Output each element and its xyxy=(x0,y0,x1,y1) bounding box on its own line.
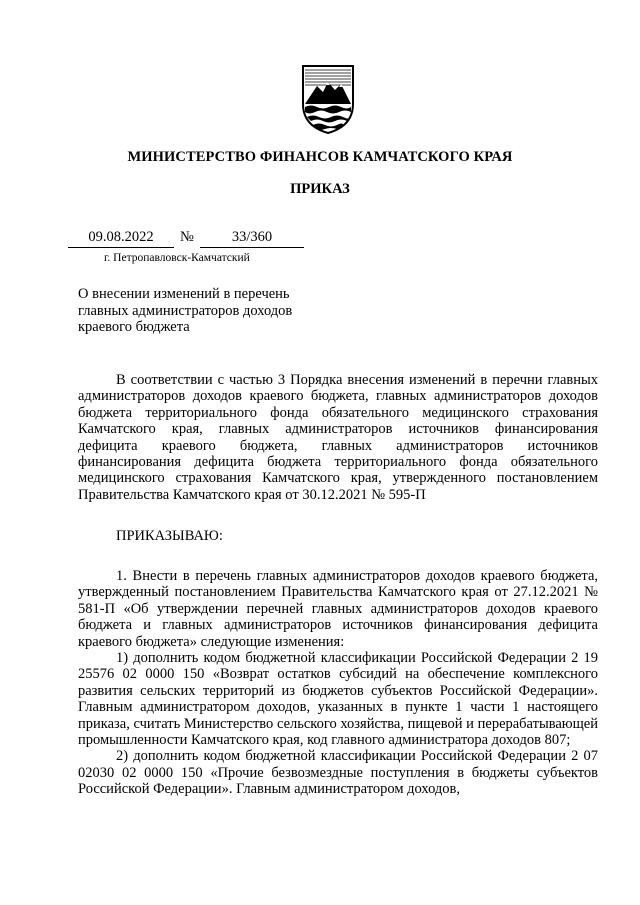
subitem-2: 2) дополнить кодом бюджетной классификации Российской Федерации 2 07 02030 02 0000 150 «Прочие безвозмездные поступления в бюджеты субъектов Российской Федерации». Главным администратором доходов, xyxy=(78,748,598,798)
number-sign: № xyxy=(180,229,194,245)
order-subject: О внесении изменений в перечень главных администраторов доходов краевого бюджета xyxy=(78,286,293,335)
item-1: 1. Внести в перечень главных администраторов доходов краевого бюджета, утвержденный постановлением Правительства Камчатского края от 27.12.2021 № 581-П «Об утверждении перечней главных администраторов доходов краевого бюджета и главных администраторов источников финансирования дефицита краевого бюджета» следующие изменения: xyxy=(78,568,598,650)
kamchatka-coat-of-arms-icon xyxy=(297,60,359,136)
order-number: 33/360 xyxy=(200,229,304,248)
order-date: 09.08.2022 xyxy=(68,229,174,248)
order-city: г. Петропавловск-Камчатский xyxy=(104,252,250,264)
decree-word: ПРИКАЗЫВАЮ: xyxy=(116,528,223,544)
preamble-text: В соответствии с частью 3 Порядка внесения изменений в перечни главных администраторов доходов краевого бюджета, главных администраторов доходов бюджета территориального фонда обязательного медицинского страхования Камчатского края, главных администраторов источников финансирования дефицита краевого бюджета, главных администраторов источников финансирования дефицита бюджета территориального фонда обязательного медицинского страхования Камчатского края, утвержденного постановлением Правительства Камчатского края от 30.12.2021 № 595-П xyxy=(78,372,598,503)
subitem-1: 1) дополнить кодом бюджетной классификации Российской Федерации 2 19 25576 02 0000 150 «Возврат остатков субсидий на обеспечение комплексного развития сельских территорий из бюджетов субъектов Российской Федерации». Главным администратором доходов, указанных в пункте 1 части 1 настоящего приказа, считать Министерство сельского хозяйства, пищевой и перерабатывающей промышленности Камчатского края, код главного администратора доходов 807; xyxy=(78,650,598,749)
preamble-paragraph xyxy=(78,372,598,503)
ministry-name: МИНИСТЕРСТВО ФИНАНСОВ КАМЧАТСКОГО КРАЯ xyxy=(127,149,513,165)
order-title: ПРИКАЗ xyxy=(290,181,350,197)
order-items xyxy=(78,568,598,798)
